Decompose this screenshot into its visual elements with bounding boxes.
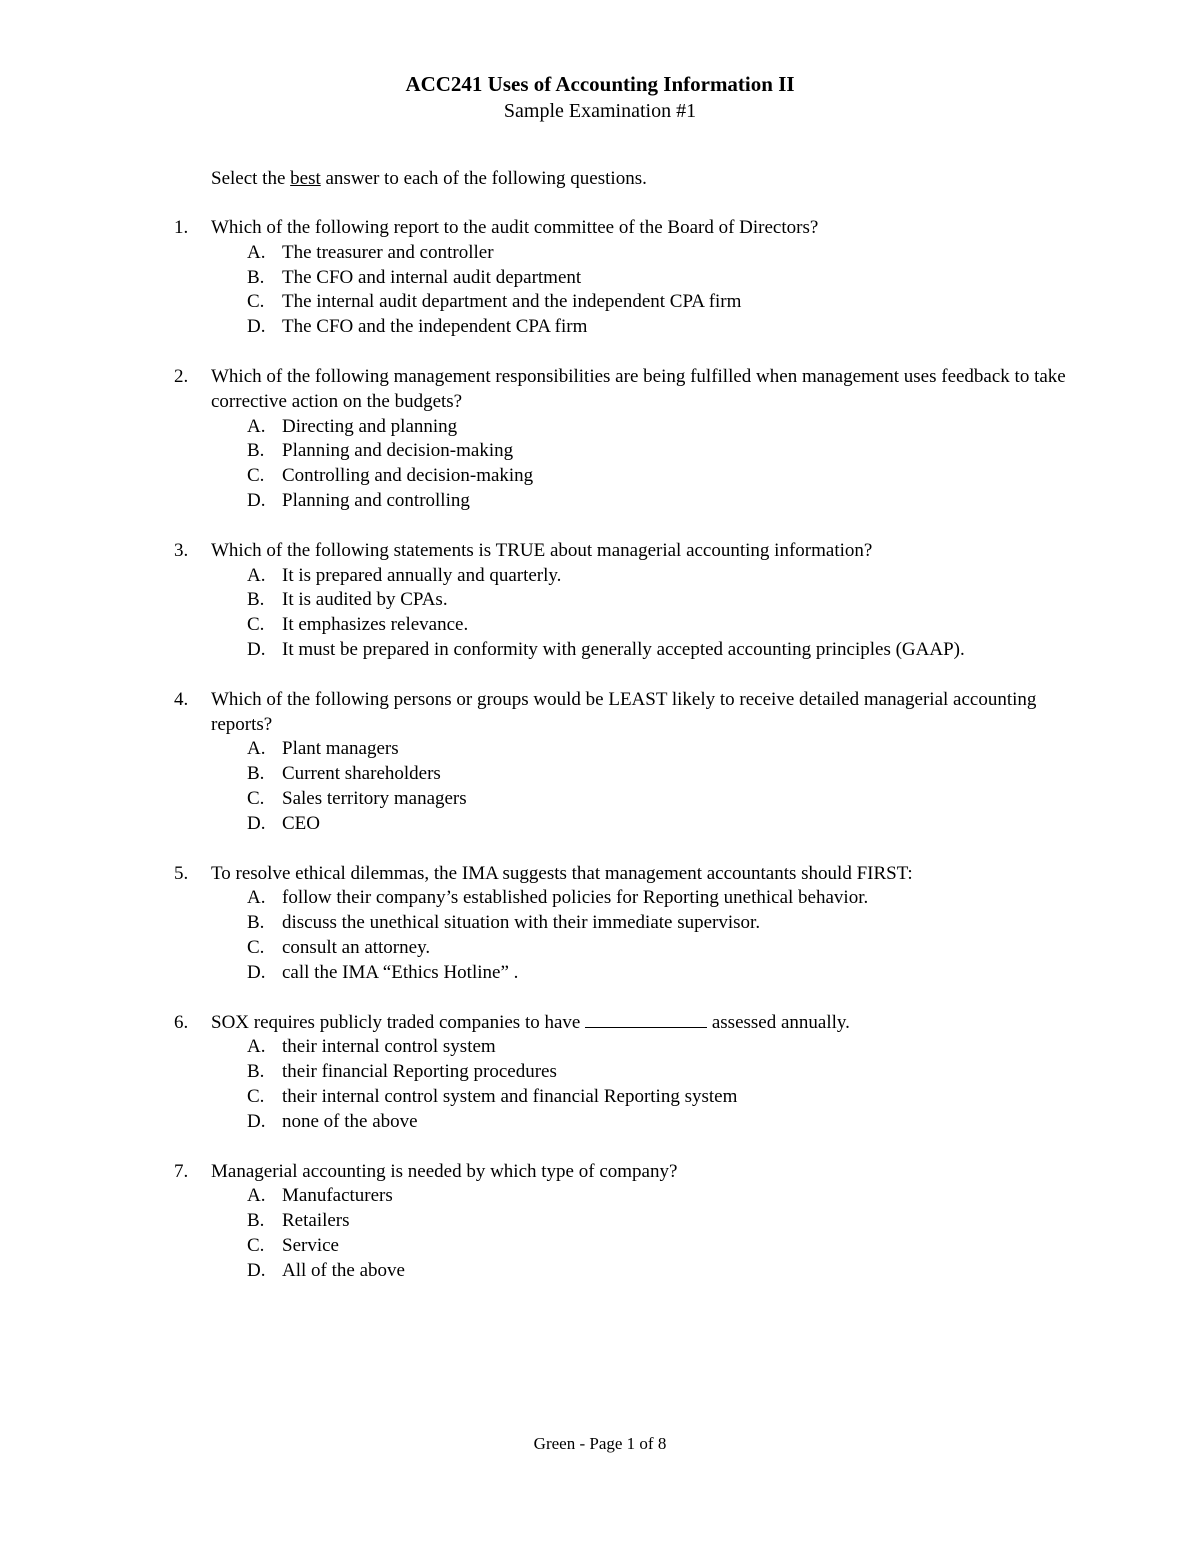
option-text: their internal control system and financial Reporting system (282, 1085, 738, 1107)
question-3 (0, 539, 1200, 663)
option-text: Manufacturers (282, 1185, 393, 1207)
option-letter: B. (247, 763, 265, 785)
instructions-suffix: answer to each of the following questions. (320, 168, 647, 189)
answer-options (0, 1184, 1200, 1283)
option-text: It is prepared annually and quarterly. (282, 564, 562, 586)
option-text: Current shareholders (282, 763, 441, 785)
option-text: All of the above (282, 1259, 405, 1281)
answer-option[interactable] (0, 787, 1200, 812)
answer-option[interactable] (0, 564, 1200, 589)
option-letter: C. (247, 291, 265, 313)
answer-option[interactable] (0, 737, 1200, 762)
question-number: 3. (174, 539, 189, 561)
option-text: Plant managers (282, 738, 399, 760)
option-text: CEO (282, 812, 320, 834)
option-letter: C. (247, 936, 265, 958)
question-text: Which of the following report to the audit committee of the Board of Directors? (211, 217, 819, 238)
document-title: ACC241 Uses of Accounting Information II (405, 72, 795, 96)
answer-options (0, 241, 1200, 340)
option-text: Service (282, 1234, 339, 1256)
page-footer: Green - Page 1 of 8 (533, 1434, 667, 1453)
answer-option[interactable] (0, 1085, 1200, 1110)
answer-option[interactable] (0, 1209, 1200, 1234)
option-letter: C. (247, 465, 265, 487)
answer-option[interactable] (0, 266, 1200, 291)
instructions-prefix: Select the (211, 168, 291, 189)
option-letter: D. (247, 489, 266, 511)
option-text: The internal audit department and the independent CPA firm (282, 291, 742, 313)
option-letter: C. (247, 1234, 265, 1256)
answer-options (0, 564, 1200, 663)
option-text: call the IMA “Ethics Hotline” . (282, 961, 519, 983)
answer-option[interactable] (0, 638, 1200, 663)
answer-option[interactable] (0, 464, 1200, 489)
question-text: Which of the following statements is TRUE about managerial accounting information? (211, 539, 873, 561)
answer-option[interactable] (0, 439, 1200, 464)
answer-option[interactable] (0, 1259, 1200, 1284)
question-5 (0, 862, 1200, 986)
option-text: It must be prepared in conformity with generally accepted accounting principles (GAAP). (282, 638, 965, 660)
option-letter: D. (247, 638, 266, 660)
option-letter: A. (247, 564, 266, 586)
option-text: Planning and decision-making (282, 440, 514, 462)
answer-option[interactable] (0, 315, 1200, 340)
option-letter: B. (247, 440, 265, 462)
answer-options (0, 415, 1200, 514)
answer-option[interactable] (0, 588, 1200, 613)
question-number: 4. (174, 688, 189, 710)
option-letter: A. (247, 1036, 266, 1058)
question-number: 1. (174, 217, 189, 238)
option-letter: B. (247, 912, 265, 934)
question-text-after-blank: assessed annually. (707, 1011, 850, 1033)
question-7 (0, 1160, 1200, 1284)
option-letter: D. (247, 1110, 266, 1132)
option-letter: A. (247, 887, 266, 909)
option-text: their financial Reporting procedures (282, 1061, 557, 1083)
question-text-before-blank: SOX requires publicly traded companies to have (211, 1011, 586, 1033)
document-header (0, 70, 1200, 125)
option-letter: A. (247, 738, 266, 760)
option-text: none of the above (282, 1110, 418, 1132)
option-letter: C. (247, 614, 265, 636)
question-number: 2. (174, 365, 189, 387)
option-text: their internal control system (282, 1036, 496, 1058)
answer-option[interactable] (0, 936, 1200, 961)
question-text: Which of the following persons or groups would be LEAST likely to receive detailed managerial accounting reports? (211, 688, 1037, 735)
answer-option[interactable] (0, 489, 1200, 514)
answer-option[interactable] (0, 812, 1200, 837)
answer-option[interactable] (0, 762, 1200, 787)
question-1 (0, 216, 1200, 340)
answer-options (0, 1035, 1200, 1134)
answer-option[interactable] (0, 961, 1200, 986)
question-6 (0, 1011, 1200, 1135)
answer-option[interactable] (0, 1234, 1200, 1259)
instructions-emphasis: best (290, 168, 321, 189)
question-number: 7. (174, 1160, 189, 1182)
answer-option[interactable] (0, 1110, 1200, 1135)
option-letter: D. (247, 961, 266, 983)
option-letter: B. (247, 1061, 265, 1083)
answer-options (0, 886, 1200, 985)
question-list (0, 216, 1200, 1308)
answer-option[interactable] (0, 1184, 1200, 1209)
answer-option[interactable] (0, 1035, 1200, 1060)
option-letter: D. (247, 1259, 266, 1281)
answer-option[interactable] (0, 613, 1200, 638)
option-text: Controlling and decision-making (282, 465, 534, 487)
option-letter: C. (247, 787, 265, 809)
option-letter: B. (247, 589, 265, 611)
option-text: Retailers (282, 1210, 350, 1232)
answer-option[interactable] (0, 886, 1200, 911)
option-text: It is audited by CPAs. (282, 589, 448, 611)
question-2 (0, 365, 1200, 514)
option-text: discuss the unethical situation with their immediate supervisor. (282, 912, 761, 934)
option-letter: D. (247, 812, 266, 834)
option-letter: D. (247, 316, 266, 338)
question-text: To resolve ethical dilemmas, the IMA suggests that management accountants should FIRST: (211, 862, 913, 884)
option-letter: B. (247, 266, 265, 288)
question-text (211, 1011, 1071, 1036)
option-letter: C. (247, 1085, 265, 1107)
fill-in-blank (585, 1011, 707, 1028)
option-text: The CFO and the independent CPA firm (282, 316, 588, 338)
question-text: Managerial accounting is needed by which type of company? (211, 1160, 678, 1182)
option-text: The CFO and internal audit department (282, 266, 582, 288)
instructions (211, 166, 647, 192)
answer-options (0, 737, 1200, 836)
question-number: 5. (174, 862, 189, 884)
option-letter: B. (247, 1210, 265, 1232)
option-text: Planning and controlling (282, 489, 470, 511)
option-text: Sales territory managers (282, 787, 467, 809)
option-text: It emphasizes relevance. (282, 614, 469, 636)
answer-option[interactable] (0, 290, 1200, 315)
option-text: consult an attorney. (282, 936, 431, 958)
option-text: Directing and planning (282, 415, 458, 437)
document-subtitle: Sample Examination #1 (503, 100, 697, 122)
answer-option[interactable] (0, 241, 1200, 266)
option-letter: A. (247, 241, 266, 263)
answer-option[interactable] (0, 415, 1200, 440)
question-text: Which of the following management responsibilities are being fulfilled when management uses feedback to take corrective action on the budgets? (211, 365, 1066, 412)
option-text: The treasurer and controller (282, 241, 494, 263)
question-4 (0, 688, 1200, 837)
option-letter: A. (247, 415, 266, 437)
answer-option[interactable] (0, 1060, 1200, 1085)
option-text: follow their company’s established policies for Reporting unethical behavior. (282, 887, 869, 909)
question-number: 6. (174, 1011, 189, 1033)
option-letter: A. (247, 1185, 266, 1207)
answer-option[interactable] (0, 911, 1200, 936)
